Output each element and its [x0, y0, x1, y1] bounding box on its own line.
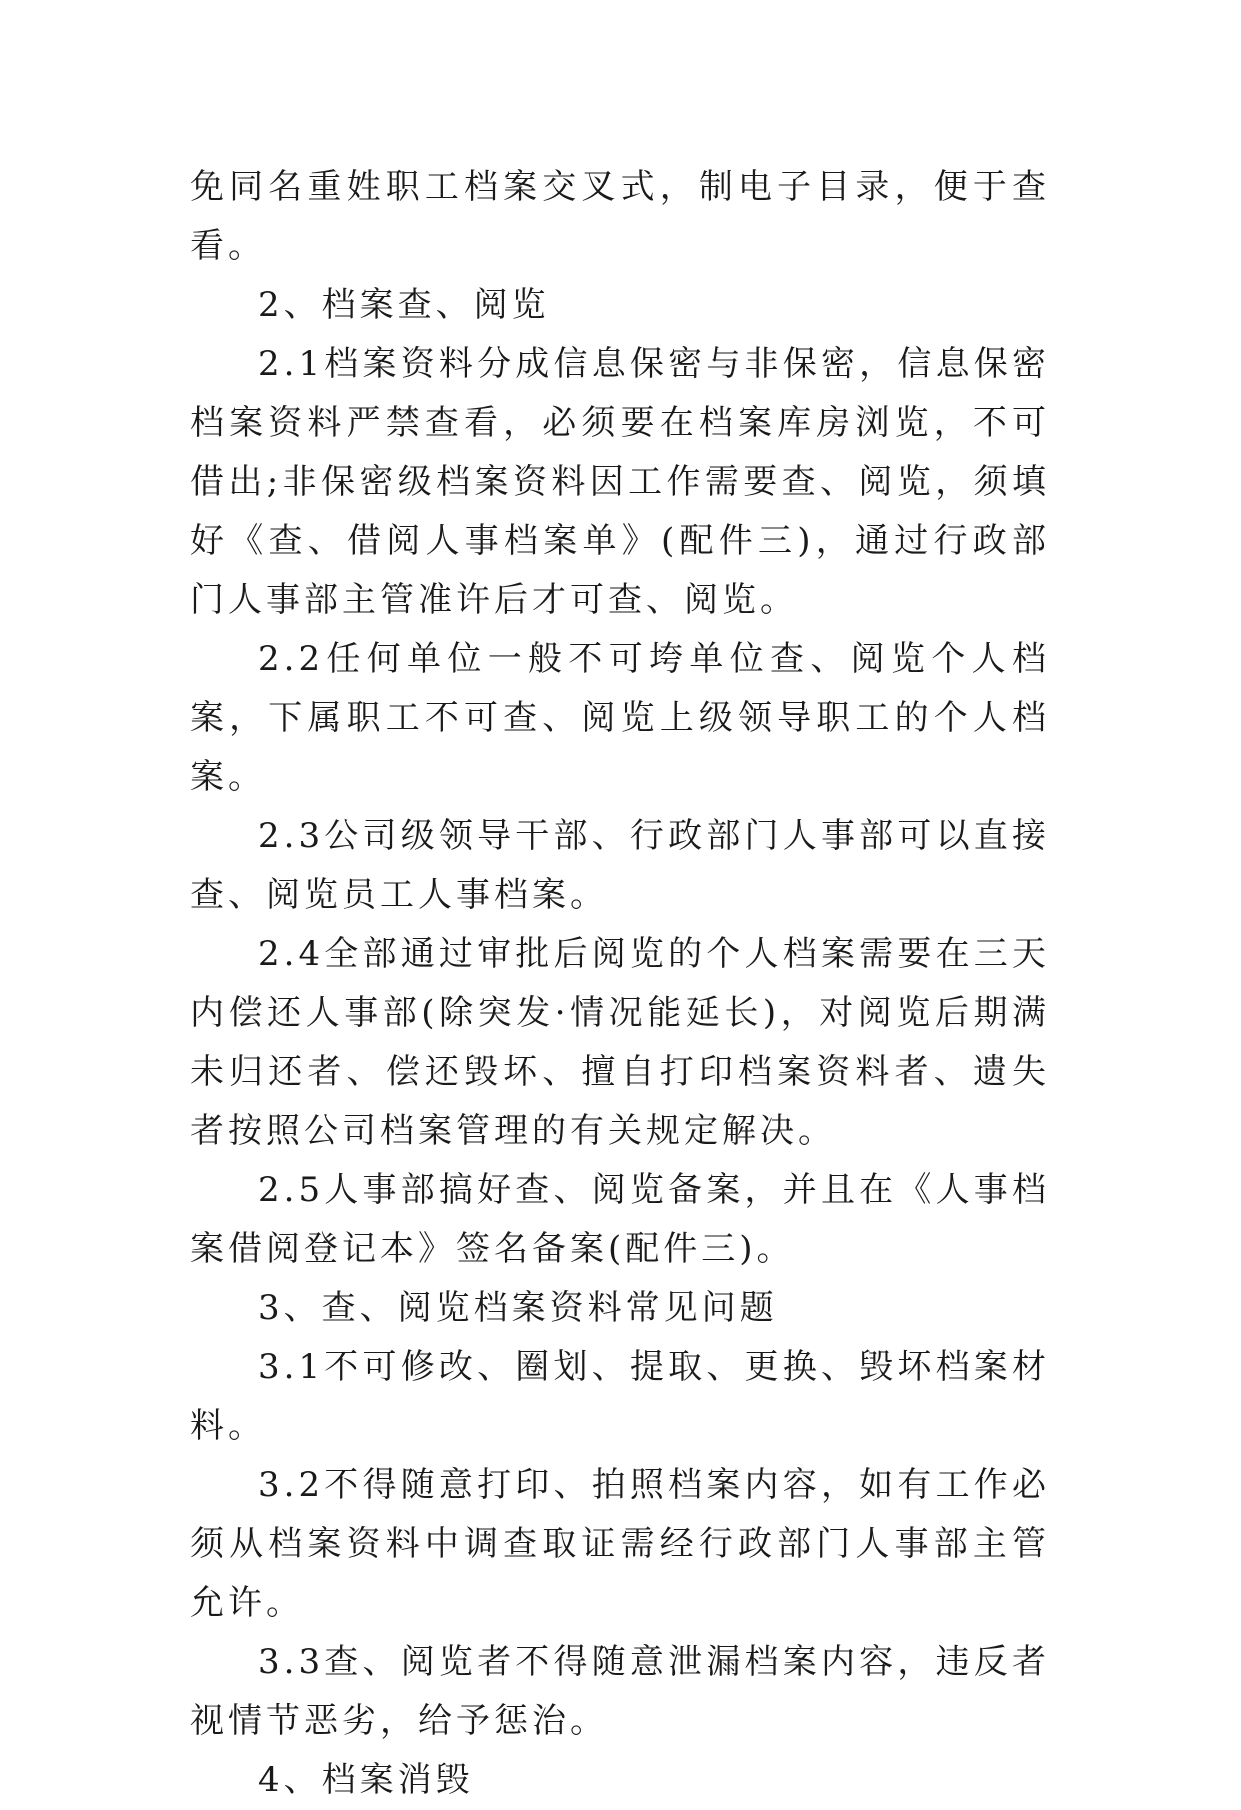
paragraph-2-4: 2.4全部通过审批后阅览的个人档案需要在三天内偿还人事部(除突发·情况能延长)，对阅览后期满未归还者、偿还毁坏、擅自打印档案资料者、遗失者按照公司档案管理的有关规定解决。: [190, 934, 1050, 1151]
paragraph-continuation: 免同名重姓职工档案交叉式，制电子目录，便于查看。: [190, 167, 1050, 266]
paragraph-3-3: 3.3查、阅览者不得随意泄漏档案内容，违反者视情节恶劣，给予惩治。: [190, 1642, 1050, 1741]
paragraph-2-3: 2.3公司级领导干部、行政部门人事部可以直接查、阅览员工人事档案。: [190, 816, 1050, 915]
document-body: [190, 158, 1050, 1810]
paragraph-3-2: 3.2不得随意打印、拍照档案内容，如有工作必须从档案资料中调查取证需经行政部门人事部主管允许。: [190, 1465, 1050, 1623]
paragraph-2-5: 2.5人事部搞好查、阅览备案，并且在《人事档案借阅登记本》签名备案(配件三)。: [190, 1170, 1050, 1269]
section-heading-4: 4、档案消毁: [258, 1760, 474, 1800]
section-heading-2: 2、档案查、阅览: [258, 285, 550, 325]
section-heading-3: 3、查、阅览档案资料常见问题: [258, 1288, 778, 1328]
paragraph-2-1: 2.1档案资料分成信息保密与非保密，信息保密档案资料严禁查看，必须要在档案库房浏览，不可借出;非保密级档案资料因工作需要查、阅览，须填好《查、借阅人事档案单》(配件三)，通过行政部门人事部主管准许后才可查、阅览。: [190, 344, 1050, 620]
paragraph-2-2: 2.2任何单位一般不可垮单位查、阅览个人档案，下属职工不可查、阅览上级领导职工的个人档案。: [190, 639, 1050, 797]
paragraph-3-1: 3.1不可修改、圈划、提取、更换、毁坏档案材料。: [190, 1347, 1050, 1446]
